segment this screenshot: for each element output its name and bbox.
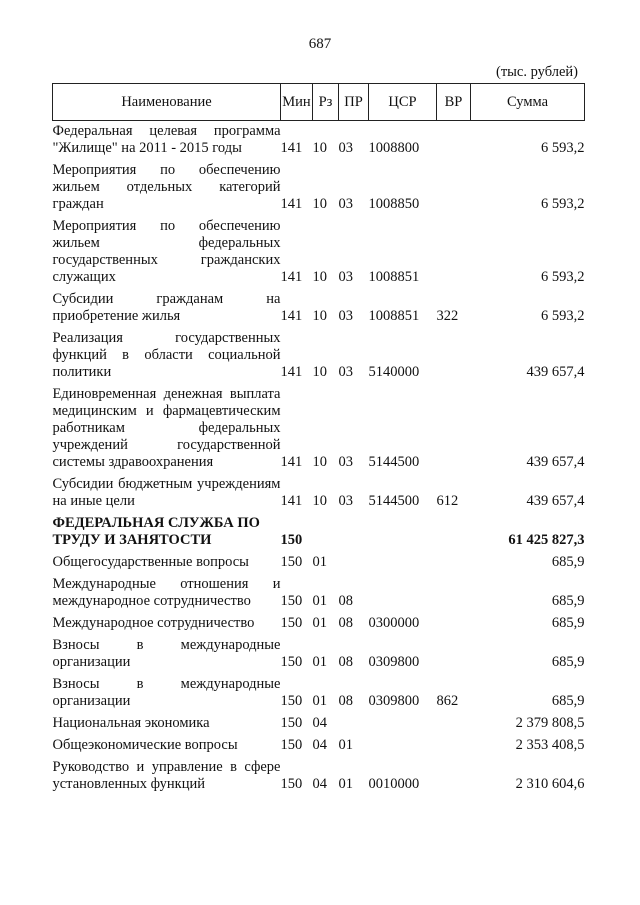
table-row [53, 757, 585, 796]
cell-vr: 862 [436, 693, 459, 709]
cell-rz: 10 [312, 364, 327, 380]
cell-rz: 01 [312, 693, 327, 709]
cell-csr: 0300000 [368, 615, 420, 631]
header-pr: ПР [339, 84, 369, 121]
cell-name: Федеральная целевая программа "Жилище" на 2011 - 2015 годы [52, 123, 281, 156]
cell-pr: 03 [338, 493, 353, 509]
cell-sum: 685,9 [551, 554, 585, 570]
cell-vr [437, 328, 471, 384]
cell-rz: 10 [312, 308, 327, 324]
cell-pr: 08 [338, 593, 353, 609]
table-row [53, 635, 585, 674]
cell-csr [369, 574, 437, 613]
cell-vr [437, 160, 471, 216]
cell-vr [437, 552, 471, 574]
cell-rz: 10 [312, 196, 327, 212]
header-csr: ЦСР [369, 84, 437, 121]
cell-rz: 01 [312, 593, 327, 609]
cell-min: 150 [280, 737, 303, 753]
cell-vr [437, 635, 471, 674]
cell-min: 150 [280, 554, 303, 570]
cell-pr [339, 513, 369, 552]
cell-name: Общегосударственные вопросы [52, 554, 249, 570]
cell-pr [339, 552, 369, 574]
cell-csr: 5144500 [368, 454, 420, 470]
cell-rz: 01 [312, 554, 327, 570]
cell-csr: 1008800 [368, 140, 420, 156]
cell-min: 150 [280, 615, 303, 631]
cell-vr [437, 121, 471, 161]
cell-min: 150 [280, 593, 303, 609]
cell-vr [437, 757, 471, 796]
table-row [53, 674, 585, 713]
table-row [53, 574, 585, 613]
cell-csr [369, 713, 437, 735]
cell-csr: 1008851 [368, 269, 420, 285]
cell-rz: 10 [312, 269, 327, 285]
cell-pr: 08 [338, 654, 353, 670]
cell-sum: 685,9 [551, 593, 585, 609]
cell-vr [437, 384, 471, 474]
table-row [53, 289, 585, 328]
cell-sum: 6 593,2 [541, 140, 585, 156]
table-row [53, 735, 585, 757]
cell-sum: 439 657,4 [526, 493, 585, 509]
cell-pr: 01 [338, 776, 353, 792]
table-row [53, 613, 585, 635]
units-label: (тыс. рублей) [496, 64, 578, 80]
table-row [53, 474, 585, 513]
table-row [53, 121, 585, 161]
cell-min: 141 [280, 196, 303, 212]
cell-rz: 04 [312, 715, 327, 731]
cell-name: Субсидии гражданам на приобретение жилья [52, 291, 281, 324]
cell-csr: 1008851 [368, 308, 420, 324]
cell-vr [437, 216, 471, 289]
cell-csr: 5140000 [368, 364, 420, 380]
cell-vr: 322 [436, 308, 459, 324]
cell-name: Субсидии бюджетным учреждениям на иные цели [52, 476, 281, 509]
cell-pr: 03 [338, 140, 353, 156]
cell-csr: 1008850 [368, 196, 420, 212]
cell-pr: 03 [338, 308, 353, 324]
cell-csr: 0309800 [368, 693, 420, 709]
header-name: Наименование [53, 84, 281, 121]
cell-name: Мероприятия по обеспечению жильем отдельных категорий граждан [52, 162, 281, 212]
cell-min: 150 [280, 693, 303, 709]
cell-sum: 439 657,4 [526, 454, 585, 470]
cell-sum: 6 593,2 [541, 196, 585, 212]
cell-name: Международные отношения и международное сотрудничество [52, 576, 281, 609]
cell-name: Взносы в международные организации [52, 676, 281, 709]
cell-pr: 01 [338, 737, 353, 753]
cell-min: 150 [280, 654, 303, 670]
cell-min: 141 [280, 269, 303, 285]
cell-rz: 01 [312, 615, 327, 631]
cell-sum: 6 593,2 [541, 308, 585, 324]
cell-name: ФЕДЕРАЛЬНАЯ СЛУЖБА ПО ТРУДУ И ЗАНЯТОСТИ [52, 515, 260, 548]
cell-name: Международное сотрудничество [52, 615, 255, 631]
cell-csr: 5144500 [368, 493, 420, 509]
table-row [53, 513, 585, 552]
cell-name: Единовременная денежная выплата медицинским и фармацевтическим работникам федеральных учреждений государственной системы здравоохранения [52, 386, 281, 470]
cell-rz [313, 513, 339, 552]
cell-pr: 08 [338, 615, 353, 631]
table-row [53, 328, 585, 384]
table-row [53, 160, 585, 216]
table-header-row [53, 84, 585, 121]
cell-pr: 03 [338, 269, 353, 285]
cell-vr [437, 574, 471, 613]
table-row [53, 552, 585, 574]
cell-sum: 2 379 808,5 [515, 715, 585, 731]
cell-min: 141 [280, 364, 303, 380]
cell-min: 141 [280, 493, 303, 509]
cell-rz: 10 [312, 493, 327, 509]
header-min: Мин [281, 84, 313, 121]
header-vr: ВР [437, 84, 471, 121]
cell-vr [437, 713, 471, 735]
cell-vr [437, 513, 471, 552]
cell-min: 141 [280, 454, 303, 470]
budget-table [52, 83, 585, 796]
cell-sum: 439 657,4 [526, 364, 585, 380]
cell-csr [369, 552, 437, 574]
cell-sum: 2 310 604,6 [515, 776, 585, 792]
cell-pr [339, 713, 369, 735]
cell-name: Национальная экономика [52, 715, 210, 731]
cell-min: 141 [280, 308, 303, 324]
page-number: 687 [308, 36, 332, 52]
cell-min: 150 [280, 715, 303, 731]
cell-sum: 685,9 [551, 693, 585, 709]
cell-sum: 685,9 [551, 654, 585, 670]
cell-sum: 2 353 408,5 [515, 737, 585, 753]
cell-vr [437, 613, 471, 635]
cell-vr [437, 735, 471, 757]
table-row [53, 384, 585, 474]
cell-pr: 03 [338, 196, 353, 212]
header-rz: Рз [313, 84, 339, 121]
cell-vr: 612 [436, 493, 459, 509]
header-sum: Сумма [471, 84, 585, 121]
cell-pr: 03 [338, 454, 353, 470]
cell-rz: 01 [312, 654, 327, 670]
cell-pr: 03 [338, 364, 353, 380]
cell-csr: 0010000 [368, 776, 420, 792]
cell-name: Общеэкономические вопросы [52, 737, 238, 753]
cell-name: Мероприятия по обеспечению жильем федеральных государственных гражданских служащих [52, 218, 281, 285]
cell-rz: 04 [312, 737, 327, 753]
table-row [53, 713, 585, 735]
cell-rz: 10 [312, 140, 327, 156]
cell-rz: 04 [312, 776, 327, 792]
cell-sum: 61 425 827,3 [508, 532, 585, 548]
table-row [53, 216, 585, 289]
table-body [53, 121, 585, 797]
cell-min: 150 [280, 776, 303, 792]
cell-rz: 10 [312, 454, 327, 470]
cell-csr [369, 513, 437, 552]
cell-min: 141 [280, 140, 303, 156]
cell-csr [369, 735, 437, 757]
cell-name: Реализация государственных функций в области социальной политики [52, 330, 281, 380]
cell-sum: 685,9 [551, 615, 585, 631]
cell-name: Взносы в международные организации [52, 637, 281, 670]
cell-pr: 08 [338, 693, 353, 709]
cell-sum: 6 593,2 [541, 269, 585, 285]
cell-min: 150 [280, 532, 303, 548]
cell-csr: 0309800 [368, 654, 420, 670]
cell-name: Руководство и управление в сфере установленных функций [52, 759, 281, 792]
